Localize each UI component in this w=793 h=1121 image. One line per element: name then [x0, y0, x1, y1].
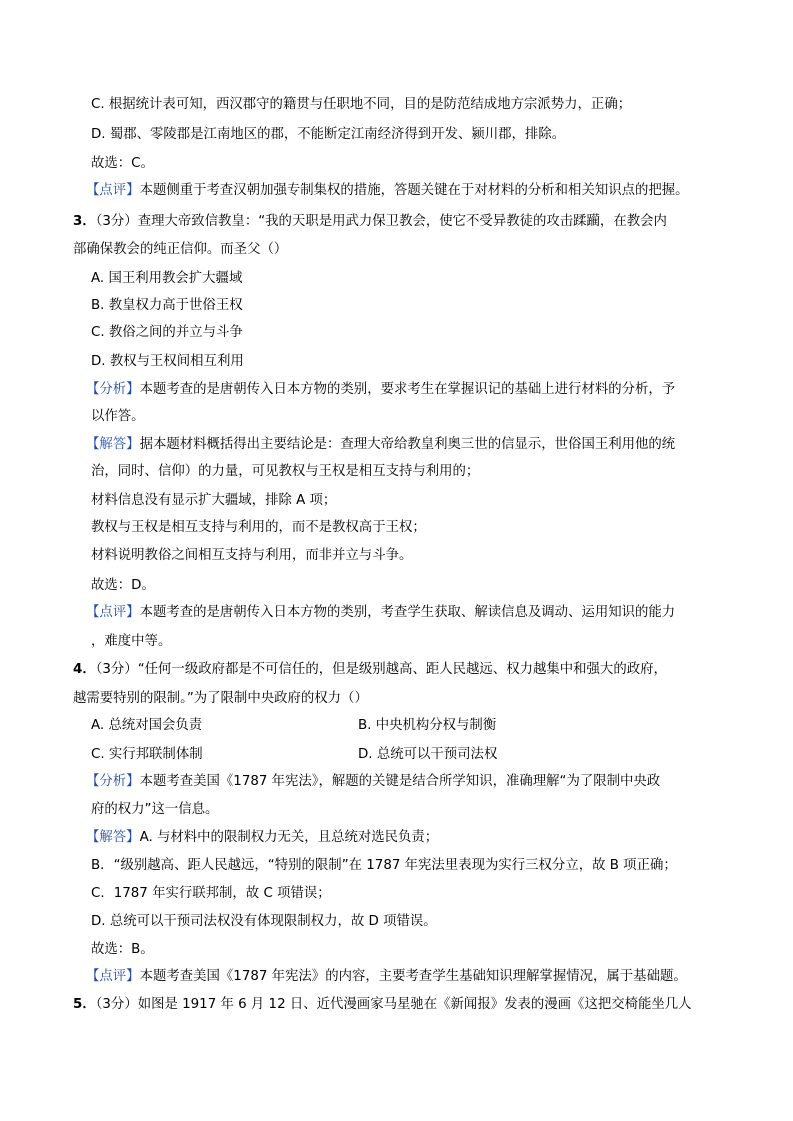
- comment-text: 本题侧重于考查汉朝加强专制集权的措施，答题关键在于对材料的分析和相关知识点的把握。: [139, 183, 689, 198]
- q4-option-b: B. 中央机构分权与制衡: [358, 718, 497, 733]
- solution-text: A. 与材料中的限制权力无关，且总统对选民负责；: [139, 830, 439, 845]
- analysis-tag: 【分析】: [86, 382, 140, 397]
- question-number: 5．: [73, 997, 96, 1012]
- analysis-text: 本题考查美国《1787 年宪法》，解题的关键是结合所学知识，准确理解“为了限制中央政: [139, 774, 661, 789]
- q3-solution: [86, 435, 675, 455]
- q3-stem: [73, 212, 667, 232]
- q4-analysis-line2: 府的权力”这一信息。: [91, 802, 219, 817]
- q3-solution-line2: 治，同时、信仰）的力量，可见教权与王权是相互支持与利用的；: [91, 464, 480, 479]
- question-score: （3分）: [95, 997, 138, 1012]
- solution-tag: 【解答】: [86, 830, 140, 845]
- q2-comment: [86, 181, 689, 201]
- question-stem: 如图是 1917 年 6 月 12 日、近代漫画家马星驰在《新闻报》发表的漫画《这把交椅能坐几人: [137, 997, 692, 1012]
- question-number: 4．: [73, 662, 96, 677]
- q3-answer: 故选：D。: [91, 578, 155, 593]
- q3-option-b: B. 教皇权力高于世俗王权: [91, 298, 243, 313]
- analysis-text: 本题考查的是唐朝传入日本方物的类别，要求考生在掌握识记的基础上进行材料的分析，予: [139, 382, 676, 397]
- q2-answer: 故选：C。: [91, 156, 154, 171]
- q4-option-d: D. 总统可以干预司法权: [358, 747, 498, 762]
- q4-solution-line3: C．1787 年实行联邦制，故 C 项错误；: [91, 886, 331, 901]
- comment-tag: 【点评】: [86, 969, 140, 984]
- question-stem: “任何一级政府都是不可信任的，但是级别越高、距人民越远、权力越集中和强大的政府，: [137, 662, 667, 677]
- q3-analysis-line2: 以作答。: [91, 409, 145, 424]
- q3-option-c: C. 教俗之间的并立与斗争: [91, 325, 243, 340]
- q4-option-a: A. 总统对国会负责: [91, 718, 203, 733]
- q3-comment: [86, 603, 675, 623]
- question-stem: 查理大帝致信教皇：“我的天职是用武力保卫教会，使它不受异教徒的攻击蹂躏，在教会内: [137, 214, 667, 229]
- solution-tag: 【解答】: [86, 437, 140, 452]
- q2-option-c: C. 根据统计表可知，西汉郡守的籍贯与任职地不同，目的是防范结成地方宗派势力，正确；: [91, 97, 632, 112]
- analysis-tag: 【分析】: [86, 774, 140, 789]
- comment-tag: 【点评】: [86, 183, 140, 198]
- q3-comment-line2: ，难度中等。: [91, 634, 172, 649]
- q4-answer: 故选：B。: [91, 942, 154, 957]
- comment-text: 本题考查美国《1787 年宪法》的内容，主要考查学生基础知识理解掌握情况，属于基础题。: [139, 969, 687, 984]
- question-score: （3分）: [95, 662, 138, 677]
- q4-solution: [86, 828, 438, 848]
- q4-stem-line2: 越需要特别的限制。”为了限制中央政府的权力（）: [73, 691, 368, 706]
- question-score: （3分）: [95, 214, 138, 229]
- comment-text: 本题考查的是唐朝传入日本方物的类别，考查学生获取、解读信息及调动、运用知识的能力: [139, 605, 676, 620]
- q3-solution-line3: 材料信息没有显示扩大疆域，排除 A 项；: [91, 493, 337, 508]
- q3-analysis: [86, 380, 675, 400]
- q4-option-c: C. 实行邦联制体制: [91, 747, 203, 762]
- q3-option-d: D. 教权与王权间相互利用: [91, 354, 244, 369]
- q5-stem: [73, 995, 692, 1015]
- q4-analysis: [86, 772, 660, 792]
- comment-tag: 【点评】: [86, 605, 140, 620]
- q4-solution-line4: D. 总统可以干预司法权没有体现限制权力，故 D 项错误。: [91, 914, 437, 929]
- q3-solution-line5: 材料说明教俗之间相互支持与利用，而非并立与斗争。: [91, 548, 413, 563]
- q3-solution-line4: 教权与王权是相互支持与利用的，而不是教权高于王权；: [91, 520, 426, 535]
- q4-comment: [86, 967, 687, 987]
- solution-text: 据本题材料概括得出主要结论是：查理大帝给教皇利奥三世的信显示，世俗国王利用他的统: [139, 437, 676, 452]
- q4-stem: [73, 660, 667, 680]
- q3-option-a: A. 国王利用教会扩大疆域: [91, 271, 243, 286]
- question-number: 3．: [73, 214, 96, 229]
- q2-option-d: D. 蜀郡、零陵郡是江南地区的郡，不能断定江南经济得到开发、颍川郡，排除。: [91, 127, 566, 142]
- q3-stem-line2: 部确保教会的纯正信仰。而圣父（）: [73, 242, 288, 257]
- q4-solution-line2: B．“级别越高、距人民越远，“特别的限制”在 1787 年宪法里表现为实行三权分立，故 B 项正确；: [91, 858, 677, 873]
